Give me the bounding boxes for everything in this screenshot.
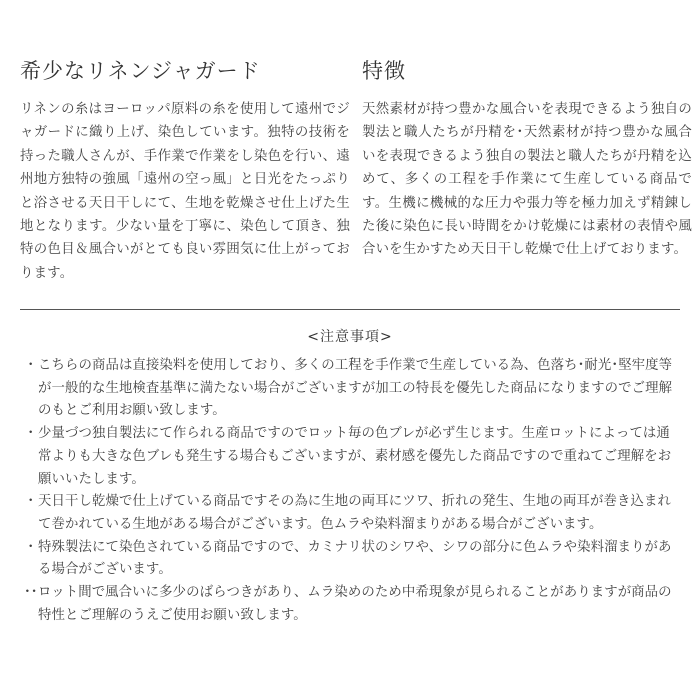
right-heading: 特徴 — [362, 59, 406, 83]
notice-text: 少量づつ独自製法にて作られる商品ですのでロット毎の色ブレが必ず生じます。生産ロットによっては通常よりも大きな色ブレも発生する場合もございますが、素材感を優先した商品ですので重ねてご理解をお願いいたします。 — [38, 426, 672, 487]
left-body: リネンの糸はヨーロッパ原料の糸を使用して遠州でジャガードに織り上げ、染色しています。独特の技術を持った職人さんが、手作業で作業をし染色を行い、遠州地方独特の強風「遠州の空っ風」と日光をたっぷりと浴させる天日干しにて、生地を乾燥させ仕上げた生地となります。少ない量を丁寧に、染色して頂き、独特の色目＆風合いがとても良い雰囲気に仕上がっております。 — [20, 102, 350, 281]
left-heading: 希少なリネンジャガード — [20, 59, 261, 83]
right-body: 天然素材が持つ豊かな風合いを表現できるよう独自の製法と職人たちが丹精を･天然素材が持つ豊かな風合いを表現できるよう独自の製法と職人たちが丹精を込めて、多くの工程を手作業にて生産している商品です。生機に機械的な圧力や張力等を極力加えず精錬した後に染色に長い時間をかけ乾燥には素材の表情や風合いを生かすため天日干し乾燥で仕上げております。 — [362, 102, 692, 258]
notice-list — [24, 355, 676, 627]
section-divider — [20, 309, 680, 310]
notice-text: こちらの商品は直接染料を使用しており、多くの工程を手作業で生産している為、色落ち･耐光･堅牢度等が一般的な生地検査基準に満たない場合がございますが加工の特長を優先した商品になりますのでご理解のもとご利用お願い致します。 — [38, 358, 673, 419]
notice-text: 特殊製法にて染色されている商品ですので、カミナリ状のシワや、シワの部分に色ムラや染料溜まりがある場合がございます。 — [38, 539, 672, 578]
notice-item — [24, 491, 676, 536]
notice-bullet: ・ — [24, 426, 38, 442]
left-column — [20, 56, 350, 285]
notice-bullet: ･･ — [24, 585, 38, 601]
notice-item — [24, 355, 676, 423]
right-column — [362, 56, 692, 262]
notice-bullet: ・ — [24, 539, 38, 555]
notice-text: ロット間で風合いに多少のばらつきがあり、ムラ染めのため中希現象が見られることがありますが商品の特性とご理解のうえご使用お願い致します。 — [38, 585, 672, 623]
notice-bullet: ・ — [24, 494, 38, 510]
notice-bullet: ・ — [24, 358, 38, 373]
notice-item — [24, 537, 676, 582]
notice-text: 天日干し乾燥で仕上げている商品ですその為に生地の両耳にツワ、折れの発生、生地の両耳が巻き込まれて巻かれている生地がある場合がございます。色ムラや染料溜まりがある場合がございます。 — [38, 494, 671, 532]
notice-item — [24, 582, 676, 627]
notice-heading: <注意事項> — [307, 329, 393, 345]
notice-item — [24, 423, 676, 491]
